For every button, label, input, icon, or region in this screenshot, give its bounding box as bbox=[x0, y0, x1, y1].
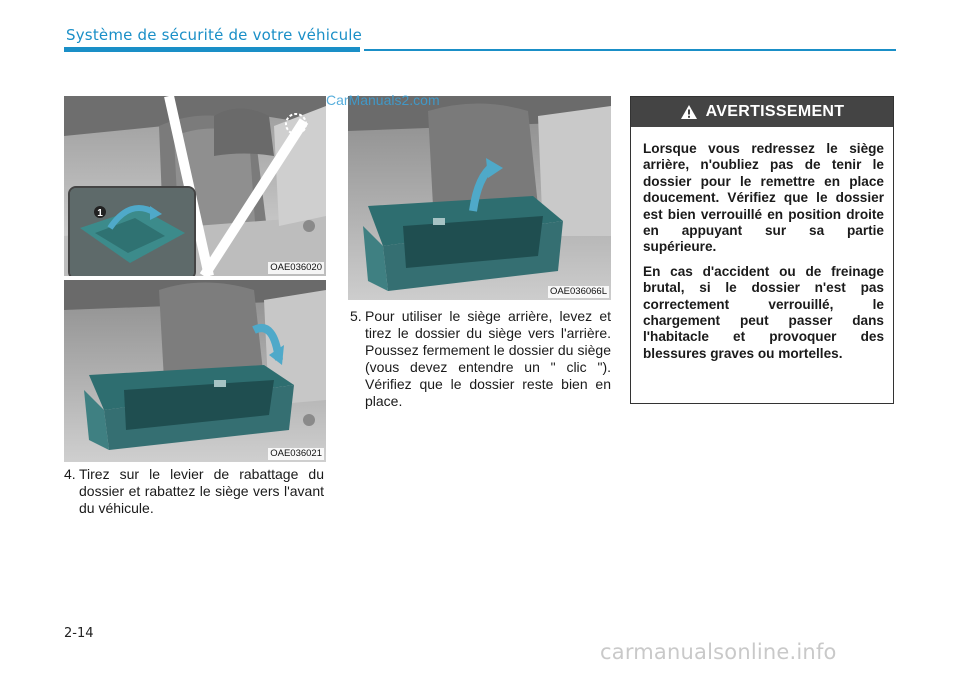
step-text: Pour utiliser le siège arrière, levez et tirez le dossier du siège vers l'arrière. Poussez fermement le dossier du siège (vous devez entendre un " clic "). Vérifiez que le dossier reste bien en place. bbox=[365, 308, 611, 409]
warning-title: AVERTISSEMENT bbox=[705, 103, 845, 120]
lever-detail-illustration bbox=[70, 188, 194, 276]
seat-raise-illustration bbox=[348, 96, 611, 300]
warning-box bbox=[630, 96, 894, 404]
step-number: 5. bbox=[350, 308, 362, 324]
figure-seat-lever bbox=[64, 96, 326, 276]
footer-watermark: carmanualsonline.info bbox=[600, 640, 837, 664]
seat-folded-illustration bbox=[64, 280, 326, 462]
warning-paragraph: En cas d'accident ou de freinage brutal, si le dossier n'est pas correctement verrouillé, le chargement peut passer dans l'habitacle et provoquer des blessures graves ou mortelles. bbox=[643, 263, 884, 361]
step-text: Tirez sur le levier de rabattage du dossier et rabattez le siège vers l'avant du véhicule. bbox=[79, 466, 324, 516]
warning-triangle-icon bbox=[680, 104, 698, 120]
figure-code: OAE036021 bbox=[270, 448, 322, 459]
callout-number: 1 bbox=[97, 208, 103, 219]
warning-paragraph: Lorsque vous redressez le siège arrière, n'oubliez pas de tenir le dossier pour le remettre en place doucement. Vérifiez que le dossier est bien verrouillé en position droite en appuyant sur sa partie supérieure. bbox=[643, 141, 884, 255]
header-rule-thin bbox=[364, 49, 896, 51]
step-number: 4. bbox=[64, 466, 76, 482]
step-5 bbox=[350, 308, 611, 410]
watermark-carmanuals: CarManuals2.com bbox=[326, 92, 440, 108]
warning-header bbox=[631, 97, 893, 127]
page-number: 2-14 bbox=[64, 626, 94, 641]
figure-seat-folded bbox=[64, 280, 326, 462]
figure-code: OAE036020 bbox=[270, 262, 322, 273]
figure-seat-raise bbox=[348, 96, 611, 300]
step-4 bbox=[64, 466, 324, 517]
figure-code: OAE036066L bbox=[549, 286, 607, 297]
section-title: Système de sécurité de votre véhicule bbox=[66, 26, 363, 44]
warning-body bbox=[631, 127, 893, 362]
lever-detail-inset bbox=[68, 186, 196, 276]
header-rule-thick bbox=[64, 47, 360, 52]
